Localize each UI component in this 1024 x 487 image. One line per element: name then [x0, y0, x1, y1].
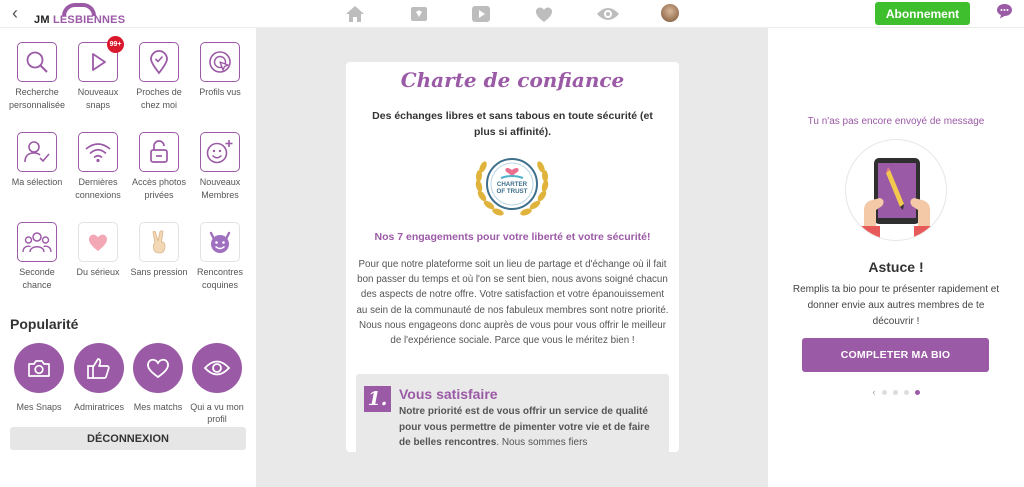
- popularity-label: Mes matchs: [133, 402, 183, 412]
- profile-avatar[interactable]: [661, 4, 679, 22]
- user-check-icon: [17, 132, 57, 172]
- charter-body: Pour que notre plateforme soit un lieu de partage et d'échange où il fait bon passer du temps et où l'on se sent bien, nous avons soigné chacun des aspects de notre offre. Votre satisfaction et votre épanouissement au sein de la communauté de nos fabuleux membres sont notre priorité. Nous nous engageons donc auprès de vous pour vous offrir le meilleur de l'expérience sociale. Parce que vous le méritez bien !: [356, 259, 669, 347]
- menu-item-photos-privees[interactable]: [128, 132, 190, 202]
- carousel-dot[interactable]: [882, 390, 887, 395]
- devil-face-icon: [200, 222, 240, 262]
- section-number: 1.: [364, 386, 391, 412]
- carousel-dot[interactable]: [893, 390, 898, 395]
- search-icon: [17, 42, 57, 82]
- menu-item-label: Recherche personnalisée: [8, 87, 66, 110]
- thumbs-up-icon: [74, 343, 124, 393]
- view-cursor-icon: [200, 42, 240, 82]
- chat-bubble-icon[interactable]: [996, 3, 1013, 19]
- no-message-text: Tu n'as pas encore envoyé de message: [807, 116, 985, 127]
- menu-item-proches[interactable]: [128, 42, 190, 112]
- section-text: Notre priorité est de vous offrir un service de qualité pour vous permettre de pimenter votre vie et de faire de belles rencontres. Nous sommes fiers: [399, 406, 650, 448]
- popularity-item-snaps[interactable]: [9, 343, 69, 413]
- menu-item-selection[interactable]: [6, 132, 68, 189]
- carousel-dot[interactable]: [904, 390, 909, 395]
- engagements-title: Nos 7 engagements pour votre liberté et votre sécurité!: [374, 231, 651, 243]
- popularity-item-admiratrices[interactable]: [69, 343, 129, 413]
- carousel-indicator: [768, 388, 1024, 396]
- lock-icon: [139, 132, 179, 172]
- heart-outline-icon: [133, 343, 183, 393]
- menu-item-label: Accès photos privées: [131, 177, 187, 200]
- engagement-section-1: [356, 374, 669, 452]
- menu-item-seconde-chance[interactable]: [6, 222, 68, 292]
- chevron-left-icon[interactable]: ‹: [12, 3, 18, 23]
- popularity-label: Mes Snaps: [16, 402, 62, 412]
- menu-item-label: Nouveaux Membres: [199, 177, 241, 200]
- menu-item-connexions[interactable]: [67, 132, 129, 202]
- eye-icon: [192, 343, 242, 393]
- complete-bio-button[interactable]: COMPLETER MA BIO: [802, 338, 989, 372]
- play-icon: [78, 41, 122, 82]
- menu-item-profils-vus[interactable]: [189, 42, 251, 99]
- popularity-label: Qui a vu mon profil: [190, 402, 244, 424]
- section-title: Vous satisfaire: [399, 386, 498, 402]
- smiley-plus-icon: [200, 132, 240, 172]
- tip-title: Astuce !: [868, 259, 924, 275]
- group-icon: [17, 222, 57, 262]
- menu-item-label: Du sérieux: [76, 267, 120, 277]
- menu-item-sans-pression[interactable]: [128, 222, 190, 279]
- menu-item-label: Profils vus: [199, 87, 241, 97]
- peace-hand-icon: [139, 222, 179, 262]
- popularity-title: Popularité: [10, 316, 79, 332]
- charter-of-trust-badge: [470, 148, 554, 224]
- menu-item-serieux[interactable]: [67, 222, 129, 279]
- menu-item-snaps[interactable]: [67, 42, 129, 112]
- popularity-item-vu-profil[interactable]: [187, 343, 247, 425]
- play-icon[interactable]: [469, 3, 493, 25]
- menu-item-label: Sans pression: [130, 267, 188, 277]
- wifi-icon: [78, 132, 118, 172]
- chevron-left-icon[interactable]: ‹: [872, 387, 876, 397]
- home-icon[interactable]: [343, 3, 367, 25]
- snaps-count-badge: 99+: [107, 36, 124, 53]
- logo[interactable]: [34, 3, 134, 27]
- popularity-label: Admiratrices: [73, 402, 124, 412]
- menu-item-label: Dernières connexions: [75, 177, 121, 200]
- menu-item-label: Proches de chez moi: [136, 87, 182, 110]
- menu-item-recherche[interactable]: [6, 42, 68, 112]
- cards-icon[interactable]: [407, 3, 431, 25]
- charter-intro: Des échanges libres et sans tabous en toute sécurité (et plus si affinité).: [372, 110, 653, 138]
- tablet-illustration: [845, 139, 947, 241]
- eye-icon[interactable]: [596, 3, 620, 25]
- menu-item-coquines[interactable]: [189, 222, 251, 292]
- carousel-dot-active[interactable]: [915, 390, 920, 395]
- main-content: [256, 28, 768, 487]
- logout-button[interactable]: DÉCONNEXION: [10, 427, 246, 450]
- subscribe-button[interactable]: Abonnement: [875, 2, 970, 25]
- heart-icon[interactable]: [532, 3, 556, 25]
- charter-badge-line2: OF TRUST: [496, 188, 528, 195]
- menu-item-label: Nouveaux snaps: [77, 87, 119, 110]
- tip-text: Remplis ta bio pour te présenter rapidement et donner envie aux autres membres de te découvrir !: [792, 284, 1000, 327]
- charter-card: [346, 62, 679, 452]
- camera-icon: [14, 343, 64, 393]
- left-sidebar: [0, 28, 256, 487]
- pink-heart-icon: [78, 222, 118, 262]
- charter-title: Charte de confiance: [400, 68, 625, 92]
- charter-badge-line1: CHARTER: [496, 181, 528, 188]
- menu-item-label: Ma sélection: [11, 177, 63, 187]
- right-panel: [768, 28, 1024, 487]
- location-pin-icon: [139, 42, 179, 82]
- top-bar: [0, 0, 1024, 28]
- logo-text: JM LESBIENNES: [34, 14, 126, 26]
- menu-item-label: Seconde chance: [19, 267, 55, 290]
- menu-item-nouveaux-membres[interactable]: [189, 132, 251, 202]
- popularity-item-matchs[interactable]: [128, 343, 188, 413]
- menu-item-label: Rencontres coquines: [196, 267, 244, 290]
